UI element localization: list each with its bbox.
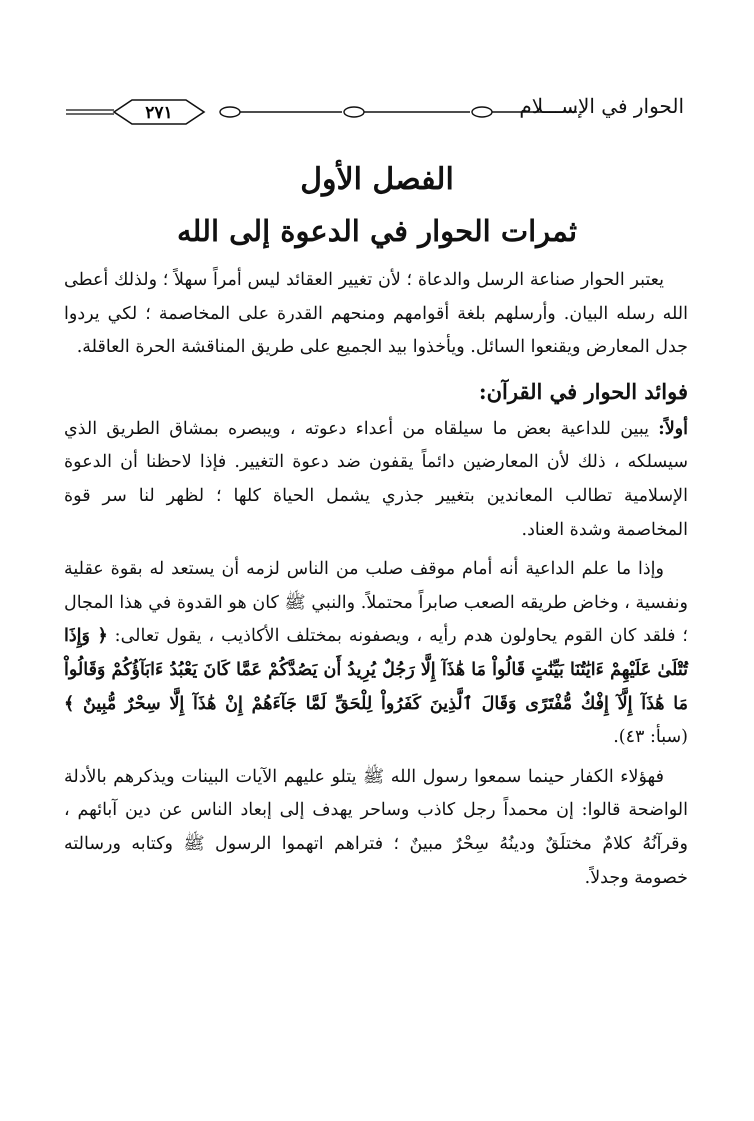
paragraph-three: [64, 761, 688, 895]
paragraph-three-text: فهؤلاء الكفار حينما سمعوا رسول الله ﷺ يتلو عليهم الآيات البينات ويذكرهم بالأدلة الواضحة قالوا: إن محمداً رجل كاذب وساحر يهدف إلى إبعاد الناس عن دين آبائهم ، وقرآنُهُ كلامٌ مختلَقٌ ودينُهُ سِحْرٌ مبينٌ ؛ فتراهم اتهموا الرسول ﷺ وكتابه ورسالته خصومة وجدلاً.: [64, 766, 688, 888]
intro-text: يعتبر الحوار صناعة الرسل والدعاة ؛ لأن تغيير العقائد ليس أمراً سهلاً ؛ ولذلك أعطى الله رسله البيان. وأرسلهم بلغة أقوامهم ومنحهم القدرة على المخاصمة ؛ لكي يردوا جدل المعارض ويقنعوا السائل. ويأخذوا بيد الجميع على طريق المناقشة الحرة العاقلة.: [64, 270, 688, 358]
chapter-label: الفصل الأول: [300, 162, 454, 197]
verse-citation: (سبأ: ٤٣).: [613, 727, 688, 748]
chapter-title: ثمرات الحوار في الدعوة إلى الله: [176, 214, 578, 248]
point-one-lead: أولاً:: [658, 418, 688, 439]
intro-paragraph: [64, 264, 688, 365]
header-ornament: [62, 88, 582, 128]
paragraph-two-text: وإذا ما علم الداعية أنه أمام موقف صلب من الناس لزمه أن يستعد له بقوة عقلية ونفسية ، وخاض طريقه الصعب صابراً محتملاً. والنبي ﷺ كان هو القدوة في هذا المجال ؛ فلقد كان القوم يحاولون هدم رأيه ، ويصفونه بمختلف الأكاذيب ، يقول تعالى:: [64, 559, 688, 647]
page-header: [62, 88, 684, 128]
page-number: ٢٧١: [145, 103, 173, 123]
quran-verse: ﴿ وَإِذَا تُتْلَىٰ عَلَيْهِمْ ءَايَٰتُنَا بَيِّنَٰتٍ قَالُواْ مَا هَٰذَآ إِلَّا رَجُلٌ يُرِيدُ أَن يَصُدَّكُمْ عَمَّا كَانَ يَعْبُدُ ءَابَآؤُكُمْ وَقَالُواْ مَا هَٰذَآ إِلَّآ إِفْكٌ مُّفْتَرًى وَقَالَ ٱلَّذِينَ كَفَرُواْ لِلْحَقِّ لَمَّا جَآءَهُمْ إِنْ هَٰذَآ إِلَّا سِحْرٌ مُّبِينٌ ﴾: [64, 626, 688, 714]
running-title: الحوار في الإســـلام: [519, 94, 684, 118]
ornament-oval: [472, 107, 492, 117]
point-one-text: يبين للداعية بعض ما سيلقاه من أعداء دعوته ، ويبصره بمشاق الطريق الذي سيسلكه ، ذلك لأن المعارضين دائماً يقفون ضد دعوة التغيير. فإذا لاحظنا أن الدعوة الإسلامية تطالب المعاندين بتغيير جذري يشمل الحياة كلها ؛ لظهر لنا سر قوة المخاصمة وشدة العناد.: [64, 418, 688, 540]
point-one-paragraph: [64, 413, 688, 547]
ornament-oval: [220, 107, 240, 117]
ornament-oval: [344, 107, 364, 117]
body-text: [64, 264, 688, 895]
paragraph-two: [64, 553, 688, 755]
section-heading: فوائد الحوار في القرآن:: [478, 378, 688, 404]
